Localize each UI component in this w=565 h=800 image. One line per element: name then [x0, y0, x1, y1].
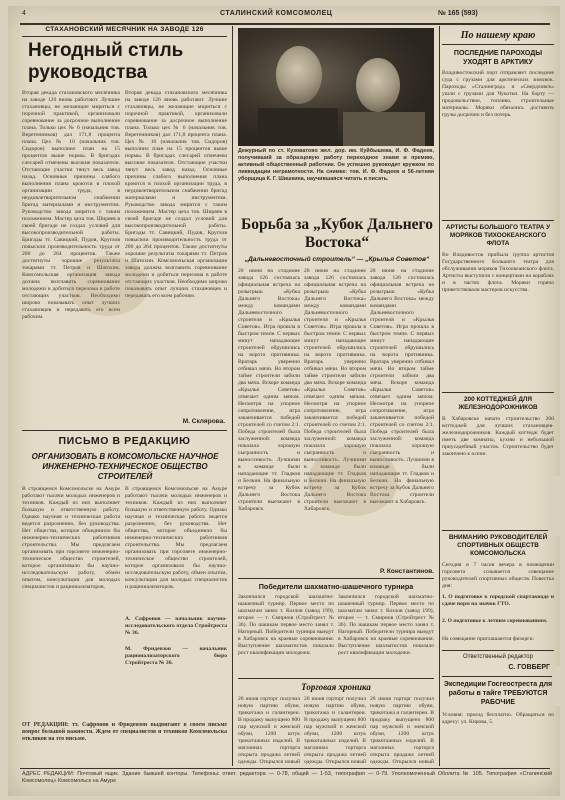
article-text-col2: Вторая декада стахановского месячника на заводе 126 вновь работают. Лучшие стахановцы, не желающие мириться с порочной практикой, организовали соревнование за досрочное выполнение плана. Только цех № 6 (начальник тов. Веретенников) дал 171,8 процента плана. Цех № 10 (начальник тов. Сидоров) выполнил план на 15 процентов выше нормы. В бригадах слесарей отмечены высокие показатели. Отстающие участки тянут весь завод назад. Основные причины слабого выполнения плана кроются в плохой организации труда, в неудовлетворительном снабжении бригад материалами и инструментом. Руководство завода мирится с таким положением. Мастер цеха тов. Ширяев в своей бригаде не создал условий для высокопроизводительной работы. Бригады тт. Савицкий, Пудов, Круглов повысили производительность труда от 200 до 264 процентов. Также достигнуты хорошие результаты токарями тт. Петров и Шатохин. Комсомольская организация завода должна возглавить соревнование молодежи и добиться перелома в работе отстающих участков. Необходимо широко показывать опыт лучших стахановцев и передавать его всем рабочим. [125, 90, 227, 299]
chess-text-col1: Закончился городской шахматно-шашечный турнир. Первое место по шахматам занял т. Козлов (завод 199), второе — т. Смирнов (Стройтрест № 36). По шашкам первое место занял т. Нагорный. Победители турнира выедут в Хабаровск на краевые соревнования. Выступление шахматистов показало рост квалификации молодежи. [238, 594, 334, 656]
arctic-text: Владивостокский порт отправляет последние суда с грузами для арктических зимовок. Пароходы «Сталинград» и «Свердловск» ушли с грузами для Чукотки. На борту — продовольствие, топливо, строительные материалы. Моряки обязались доставить грузы досрочно и без потерь. [442, 70, 554, 118]
issue-number: № 165 (593) [438, 10, 478, 17]
ad-text: Условия: проезд бесплатно. Обращаться по адресу: ул. Кирова, 5. [442, 712, 554, 725]
newspaper-name: СТАЛИНСКИЙ КОМСОМОЛЕЦ [220, 10, 333, 17]
editor-label: Ответственный редактор [463, 654, 533, 660]
article-text-col1: Вторая декада стахановского месячника на заводе 126 вновь работают. Лучшие стахановцы, не желающие мириться с порочной практикой, организовали соревнование за досрочное выполнение плана. Только цех № 6 (начальник тов. Веретенников) дал 171,8 процента плана. Цех № 10 (начальник тов. Сидоров) выполнил план на 15 процентов выше нормы. В бригадах слесарей отмечены высокие показатели. Отстающие участки тянут весь завод назад. Основные причины слабого выполнения плана кроются в плохой организации труда, в неудовлетворительном снабжении бригад материалами и инструментом. Руководство завода мирится с таким положением. Мастер цеха тов. Ширяев в своей бригаде не создал условий для высокопроизводительной работы. Бригады тт. Савицкий, Пудов, Круглов повысили производительность труда от 200 до 264 процентов. Также достигнуты хорошие результаты токарями тт. Петров и Шатохин. Комсомольская организация завода должна возглавить соревнование молодежи и добиться перелома в работе отстающих участков. Необходимо широко показывать опыт лучших стахановцев и передавать его всем рабочим. [22, 90, 120, 320]
paper-stain [308, 446, 398, 516]
letter-text-col2: В строящемся Комсомольске на Амуре работают тысячи молодых инженеров и техников. Каждый из них выполняет большую и ответственную работу. Однако научная и техническая работа ведется разрозненно, без руководства. Нет общества, которое объединило бы инженерно-технических работников строительства. Мы предлагаем организовать при горсовете инженерно-техническое общество строителей, которое организовало бы научно-исследовательскую работу, обмен опытом, консультации для молодых специалистов и рационализаторов. [125, 486, 227, 590]
sports-title: ВНИМАНИЮ РУКОВОДИТЕЛЕЙ СПОРТИВНЫХ ОБЩЕСТВ КОМСОМОЛЬСКА [448, 534, 548, 557]
cup-title: Борьба за „Кубок Дальнего Востока“ [241, 216, 433, 251]
photo-caption: Дежурный по ст. Кузоватово жел. дор. им. Куйбышева, И. Ф. Фадеев, получивший за образцовую работу переходное знамя и премию, активный общественный работник. Он успешно руководит кружком по ликвидации неграмотности. На снимке: тов. И. Ф. Фадеев и 56-летняя уборщица К. Г. Шишкина, научившаяся читать и писать. [238, 148, 434, 182]
sports-item-1: 1. О подготовке к городской спартакиаде и сдаче норм на значок ГТО. [442, 594, 554, 607]
paper-stain [68, 256, 148, 316]
theatre-title: АРТИСТЫ БОЛЬШОГО ТЕАТРА У МОРЯКОВ ТИХООКЕАНСКОГО ФЛОТА [445, 224, 551, 247]
trade-title: Торговая хроника [301, 682, 371, 692]
man-face [276, 46, 322, 104]
masthead-rule [20, 23, 550, 25]
trade-text-col1: 20 июня горторг получил новую партию обуви, трикотажа и галантереи. В продажу выпущено 800 пар мужской и женской обуви, 1200 штук трикотажных изделий. В магазинах горторга открыта продажа летней одежды. Открылся новый [238, 696, 300, 765]
paper-tear [548, 476, 560, 536]
arctic-title: ПОСЛЕДНИЕ ПАРОХОДЫ УХОДЯТ В АРКТИКУ [453, 50, 543, 66]
sports-text: Сегодня в 7 часов вечера в помещении горсовета созывается совещание руководителей спортивных обществ. Повестка дня: [442, 562, 554, 589]
article-signature: М. Склярова. [182, 418, 225, 425]
chess-text-col2: Закончился городской шахматно-шашечный турнир. Первое место по шахматам занял т. Козлов (завод 199), второе — т. Смирнов (Стройтрест № 36). По шашкам первое место занял т. Нагорный. Победители турнира выедут в Хабаровск на краевые соревнования. Выступление шахматистов показало рост квалификации молодежи. [338, 594, 434, 656]
footer: АДРЕС РЕДАКЦИИ: Почтовый ящик. Здание бывшей конторы. Телефоны: ответ. редактора — 0-78, общий — 1-53, типография — 0-79. Уполномоченный Обллита № 105. Типография «Сталинский Комсомолец» Комсомольск на Амуре [22, 771, 552, 784]
trade-text-col2: 20 июня горторг получил новую партию обуви, трикотажа и галантереи. В продажу выпущено 800 пар мужской и женской обуви, 1200 штук трикотажных изделий. В магазинах горторга открыта продажа летней одежды. Открылся новый [304, 696, 366, 765]
page-number: 4 [22, 10, 26, 17]
masthead [22, 8, 552, 22]
letter-signature-1: А. Сафронов — начальник научно-исследовательского отдела Стройтреста № 36. [125, 616, 227, 636]
letter-signature-2: М. Фридензон — начальник рационализаторского бюро Стройтреста № 36. [125, 646, 227, 666]
cup-subtitle: „Дальневосточный строитель“ — „Крылья Советов“ [244, 256, 430, 263]
cottages-title: 200 КОТТЕДЖЕЙ ДЛЯ ЖЕЛЕЗНОДОРОЖНИКОВ [458, 396, 538, 411]
ad-title: Экспедиции Госгеостреста для работы в тайге ТРЕБУЮТСЯ РАБОЧИЕ [443, 681, 553, 706]
article-title: Негодный стиль руководства [28, 40, 184, 83]
editor-note: ОТ РЕДАКЦИИ: тт. Сафронов и Фридензон выдвигают в своем письме вопрос большой важности. Ждем от специалистов и техников Комсомольска откликов на это письмо. [22, 722, 227, 742]
cup-text-col1: 20 июня на стадионе завода 126 состоялась официальная встреча на розыгрыш «Кубка Дальнего Востока» между командами Дальневосточного строителя и «Крылья Советов». Игра прошла в быстром темпе. С первых минут нападающие строителей обрушились на ворота противника. Вратарь уверенно отбивал мячи. Во втором тайме строители забили два мяча. Вскоре команда «Крылья Советов» отвечает одним мячом. Несмотря на упорное сопротивление, игра заканчивается победой строителей со счетом 2:1. Победа строителей была заслуженной: команда показала хорошую сыгранность и выносливость. Лучшими в команде были нападающие тт. Гладков и Белкин. На финальную встречу за Кубок Дальнего Востока строители выезжают в Хабаровск. [238, 268, 300, 512]
section-title: По нашему краю [460, 30, 536, 41]
cottages-text: В Хабаровске начато строительство 200 коттеджей для лучших стахановцев-железнодорожников. Каждый коттедж будет иметь две комнаты, кухню и небольшой приусадебный участок. Строительство будет закончено к осени. [442, 416, 554, 457]
chess-title: Победители шахматно-шашечного турнира [258, 582, 414, 591]
cup-text-col3: 20 июня на стадионе завода 126 состоялась официальная встреча на розыгрыш «Кубка Дальнего Востока» между командами Дальневосточного строителя и «Крылья Советов». Игра прошла в быстром темпе. С первых минут нападающие строителей обрушились на ворота противника. Вратарь уверенно отбивал мячи. Во втором тайме строители забили два мяча. Вскоре команда «Крылья Советов» отвечает одним мячом. Несмотря на упорное сопротивление, игра заканчивается победой строителей со счетом 2:1. Победа строителей была заслуженной: команда показала хорошую сыгранность и выносливость. Лучшими в команде были нападающие тт. Гладков и Белкин. На финальную встречу за Кубок Дальнего Востока строители выезжают в Хабаровск. [370, 268, 434, 505]
cup-text-col2: 20 июня на стадионе завода 126 состоялась официальная встреча на розыгрыш «Кубка Дальнего Востока» между командами Дальневосточного строителя и «Крылья Советов». Игра прошла в быстром темпе. С первых минут нападающие строителей обрушились на ворота противника. Вратарь уверенно отбивал мячи. Во втором тайме строители забили два мяча. Вскоре команда «Крылья Советов» отвечает одним мячом. Несмотря на упорное сопротивление, игра заканчивается победой строителей со счетом 2:1. Победа строителей была заслуженной: команда показала хорошую сыгранность и выносливость. Лучшими в команде были нападающие тт. Гладков и Белкин. На финальную встречу за Кубок Дальнего Востока строители выезжают в Хабаровск. [304, 268, 366, 512]
sports-note: На совещание приглашаются физорги. [442, 636, 534, 642]
newspaper-page [8, 6, 560, 796]
letter-subtitle: ОРГАНИЗОВАТЬ В КОМСОМОЛЬСКЕ НАУЧНОЕ ИНЖЕНЕРНО-ТЕХНИЧЕСКОЕ ОБЩЕСТВО СТРОИТЕЛЕЙ [31, 452, 219, 481]
theatre-text: Во Владивосток прибыла группа артистов Государственного Большого театра для обслуживания моряков Тихоокеанского флота. Артисты выступили с концертами на кораблях и в частях флота. Моряки горячо приветствовали мастеров искусства. [442, 252, 554, 293]
editor-name: С. ГОВБЕРГ [508, 664, 550, 671]
trade-text-col3: 20 июня горторг получил новую партию обуви, трикотажа и галантереи. В продажу выпущено 800 пар мужской и женской обуви, 1200 штук трикотажных изделий. В магазинах горторга открыта продажа летней одежды. Открылся новый [370, 696, 434, 765]
letter-title: ПИСЬМО В РЕДАКЦИЮ [58, 435, 191, 447]
sports-item-2: 2. О подготовке к летним соревнованиям. [442, 618, 548, 624]
woman-face [356, 58, 400, 112]
paper-tear [552, 666, 560, 706]
photo [238, 28, 434, 146]
campaign-title: СТАХАНОВСКИЙ МЕСЯЧНИК НА ЗАВОДЕ 126 [45, 26, 204, 33]
letter-text-col1: В строящемся Комсомольске на Амуре работают тысячи молодых инженеров и техников. Каждый из них выполняет большую и ответственную работу. Однако научная и техническая работа ведется разрозненно, без руководства. Нет общества, которое объединило бы инженерно-технических работников строительства. Мы предлагаем организовать при горсовете инженерно-техническое общество строителей, которое организовало бы научно-исследовательскую работу, обмен опытом, консультации для молодых специалистов и рационализаторов. [22, 486, 120, 590]
cup-signature: Р. Константинов. [379, 568, 434, 575]
